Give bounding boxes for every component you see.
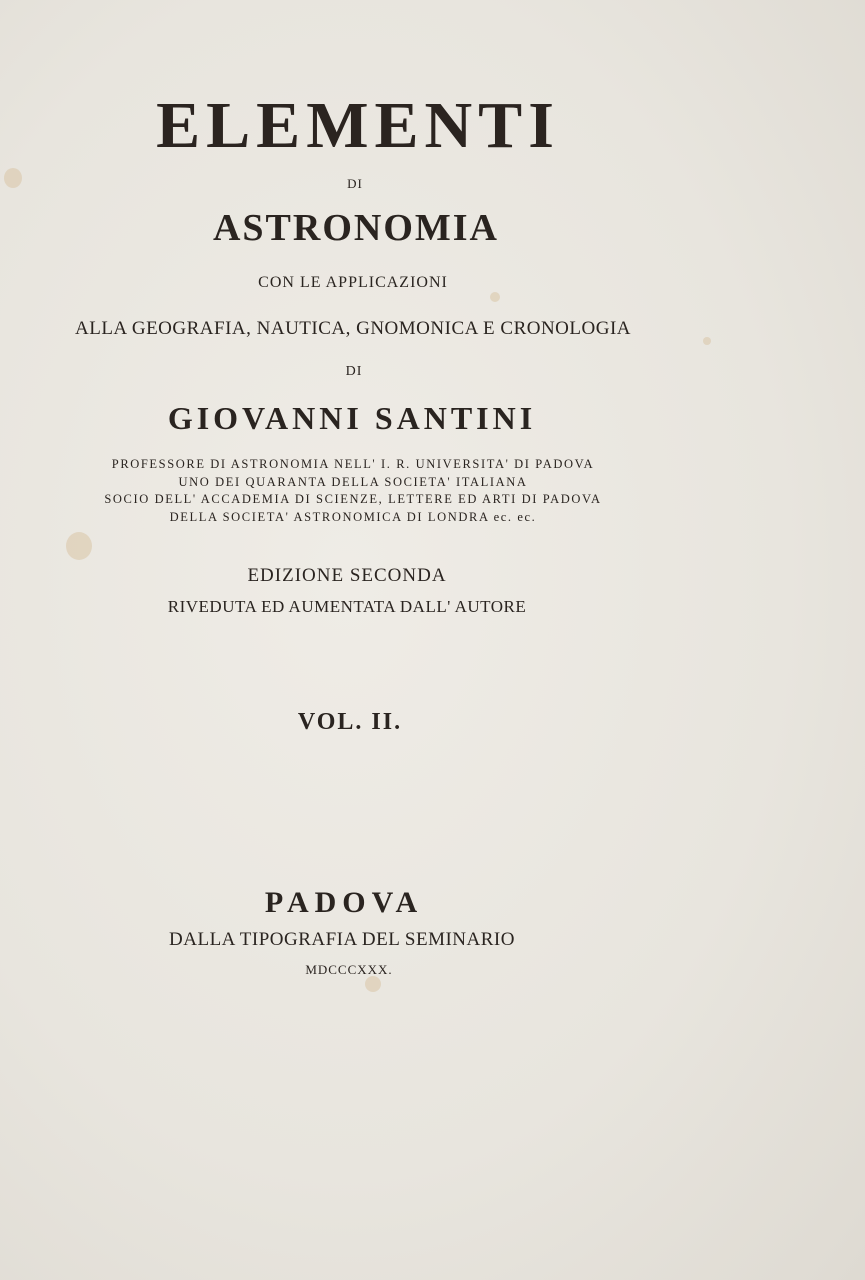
edition-note: RIVEDUTA ED AUMENTATA DALL' AUTORE [167, 597, 527, 616]
author-affiliation: PROFESSORE DI ASTRONOMIA NELL' I. R. UNIVERSITA' DI PADOVA [111, 457, 595, 471]
publication-city: PADOVA [264, 886, 424, 919]
book-title: ELEMENTI [156, 89, 560, 162]
foxing-spot [365, 976, 381, 992]
book-subject: ASTRONOMIA [212, 207, 500, 249]
publication-year: MDCCCXXX. [305, 962, 393, 977]
subtitle-line-2: ALLA GEOGRAFIA, NAUTICA, GNOMONICA E CRONOLOGIA [74, 318, 632, 339]
author-connector: DI [345, 364, 363, 379]
foxing-spot [703, 337, 711, 345]
author-affiliation: UNO DEI QUARANTA DELLA SOCIETA' ITALIANA [178, 475, 528, 489]
foxing-spot [4, 168, 22, 188]
subtitle-line-1: CON LE APPLICAZIONI [258, 274, 448, 291]
foxing-spot [66, 532, 92, 560]
author-name: GIOVANNI SANTINI [167, 400, 537, 436]
author-affiliation: DELLA SOCIETA' ASTRONOMICA DI LONDRA ec. ec. [169, 510, 537, 524]
publisher: DALLA TIPOGRAFIA DEL SEMINARIO [169, 929, 515, 950]
edition: EDIZIONE SECONDA [247, 565, 447, 586]
volume-number: VOL. II. [297, 709, 403, 735]
author-affiliation: SOCIO DELL' ACCADEMIA DI SCIENZE, LETTERE ED ARTI DI PADOVA [104, 492, 602, 506]
title-connector: DI [347, 176, 363, 191]
foxing-spot [490, 292, 500, 302]
